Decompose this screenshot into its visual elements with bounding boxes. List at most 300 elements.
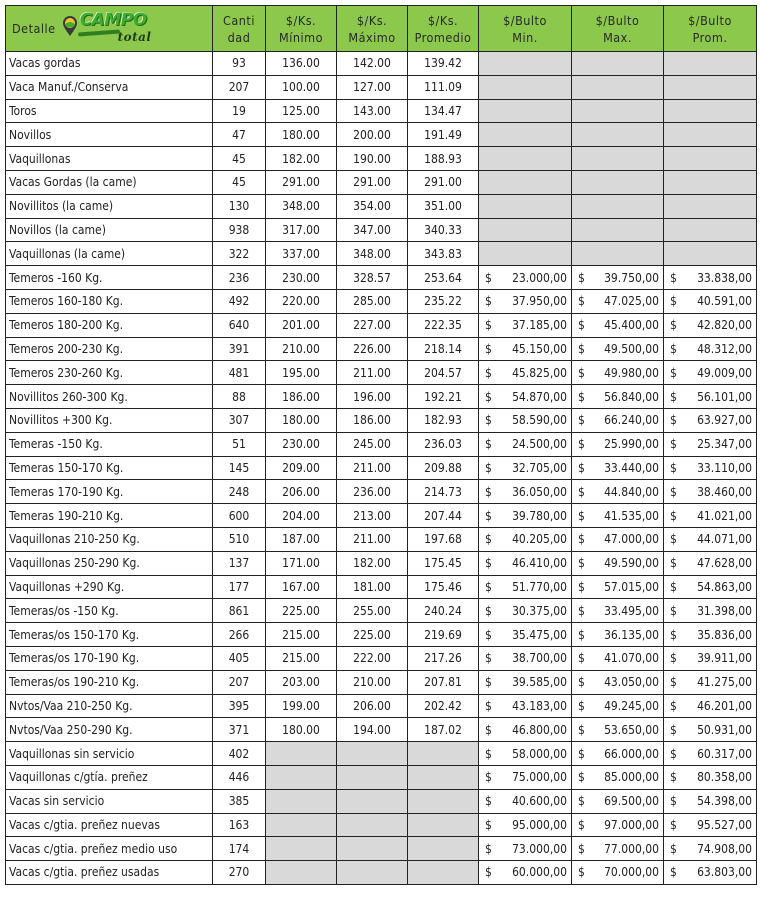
- cell-bulto-min: [479, 504, 572, 528]
- table-row: [6, 837, 757, 861]
- currency-symbol: $: [670, 508, 677, 523]
- cell-ks-min: 180.00: [266, 718, 337, 742]
- cell-empty: [479, 147, 572, 171]
- cell-bulto-prom: [664, 765, 757, 789]
- currency-symbol: $: [670, 341, 677, 356]
- cell-empty: [337, 765, 408, 789]
- cell-ks-prom: 340.33: [408, 218, 479, 242]
- cell-cantidad: 391: [213, 337, 266, 361]
- currency-symbol: $: [485, 484, 492, 499]
- money-value: 51.770,00: [512, 579, 567, 594]
- currency-symbol: $: [485, 437, 492, 452]
- cell-cantidad: 207: [213, 75, 266, 99]
- cell-ks-max: 354.00: [337, 194, 408, 218]
- currency-symbol: $: [670, 722, 677, 737]
- cell-ks-prom: 139.42: [408, 52, 479, 76]
- cell-bulto-prom: [664, 551, 757, 575]
- money-value: 38.700,00: [512, 651, 567, 666]
- currency-symbol: $: [578, 508, 585, 523]
- money-value: 42.820,00: [697, 318, 752, 333]
- cell-bulto-max: [572, 456, 664, 480]
- cell-cantidad: 45: [213, 147, 266, 171]
- cell-bulto-max: [572, 432, 664, 456]
- currency-symbol: $: [578, 817, 585, 832]
- cell-detalle: Nvtos/Vaa 250-290 Kg.: [6, 718, 213, 742]
- cell-detalle: Temeras/os 190-210 Kg.: [6, 670, 213, 694]
- cell-detalle: Vaquillonas (la came): [6, 242, 213, 266]
- cell-cantidad: 47: [213, 123, 266, 147]
- cell-empty: [337, 789, 408, 813]
- money-value: 49.980,00: [604, 365, 659, 380]
- cell-ks-prom: 218.14: [408, 337, 479, 361]
- currency-symbol: $: [485, 365, 492, 380]
- money-value: 60.000,00: [512, 865, 567, 880]
- money-value: 30.375,00: [512, 603, 567, 618]
- cell-empty: [337, 813, 408, 837]
- table-row: [6, 313, 757, 337]
- logo-brand-text: CAMPO: [79, 9, 147, 30]
- cell-ks-max: 213.00: [337, 504, 408, 528]
- cell-ks-max: 328.57: [337, 266, 408, 290]
- cell-ks-prom: 197.68: [408, 527, 479, 551]
- cell-empty: [408, 837, 479, 861]
- table-row: [6, 456, 757, 480]
- cell-empty: [572, 99, 664, 123]
- cell-bulto-max: [572, 361, 664, 385]
- cell-cantidad: 402: [213, 742, 266, 766]
- currency-symbol: $: [578, 746, 585, 761]
- currency-symbol: $: [670, 365, 677, 380]
- table-body: [6, 52, 757, 885]
- cell-empty: [408, 861, 479, 885]
- cell-cantidad: 510: [213, 527, 266, 551]
- money-value: 33.838,00: [697, 270, 752, 285]
- cell-detalle: Vaquillonas 210-250 Kg.: [6, 527, 213, 551]
- currency-symbol: $: [670, 698, 677, 713]
- currency-symbol: $: [578, 698, 585, 713]
- money-value: 39.585,00: [512, 675, 567, 690]
- money-value: 66.240,00: [604, 413, 659, 428]
- table-row: [6, 75, 757, 99]
- currency-symbol: $: [670, 318, 677, 333]
- cell-bulto-max: [572, 527, 664, 551]
- cell-empty: [337, 861, 408, 885]
- cell-ks-max: 142.00: [337, 52, 408, 76]
- cell-empty: [572, 194, 664, 218]
- header-bulto-min: $/Bulto Min.: [479, 6, 572, 52]
- header-detalle: [6, 6, 213, 52]
- currency-symbol: $: [485, 675, 492, 690]
- currency-symbol: $: [670, 627, 677, 642]
- cell-detalle: Novillitos 260-300 Kg.: [6, 385, 213, 409]
- table-row: [6, 242, 757, 266]
- campo-total-logo: [62, 9, 158, 46]
- cell-detalle: Temeros -160 Kg.: [6, 266, 213, 290]
- cell-bulto-max: [572, 718, 664, 742]
- money-value: 77.000,00: [604, 841, 659, 856]
- cell-bulto-min: [479, 765, 572, 789]
- cell-ks-max: 206.00: [337, 694, 408, 718]
- map-pin-icon: [62, 15, 78, 37]
- currency-symbol: $: [485, 770, 492, 785]
- money-value: 95.527,00: [697, 817, 752, 832]
- currency-symbol: $: [578, 460, 585, 475]
- money-value: 50.931,00: [697, 722, 752, 737]
- cell-bulto-min: [479, 861, 572, 885]
- money-value: 58.000,00: [512, 746, 567, 761]
- price-table: [5, 5, 757, 885]
- money-value: 43.183,00: [512, 698, 567, 713]
- cell-ks-prom: 175.45: [408, 551, 479, 575]
- table-row: [6, 99, 757, 123]
- cell-cantidad: 481: [213, 361, 266, 385]
- currency-symbol: $: [485, 794, 492, 809]
- cell-ks-prom: 187.02: [408, 718, 479, 742]
- cell-ks-prom: 217.26: [408, 646, 479, 670]
- cell-ks-prom: 134.47: [408, 99, 479, 123]
- cell-detalle: Temeras 190-210 Kg.: [6, 504, 213, 528]
- cell-ks-min: 195.00: [266, 361, 337, 385]
- cell-ks-prom: 240.24: [408, 599, 479, 623]
- currency-symbol: $: [485, 817, 492, 832]
- cell-ks-min: 100.00: [266, 75, 337, 99]
- cell-ks-min: 182.00: [266, 147, 337, 171]
- cell-ks-prom: 343.83: [408, 242, 479, 266]
- money-value: 58.590,00: [512, 413, 567, 428]
- cell-cantidad: 93: [213, 52, 266, 76]
- money-value: 40.205,00: [512, 532, 567, 547]
- cell-bulto-prom: [664, 480, 757, 504]
- currency-symbol: $: [578, 651, 585, 666]
- cell-ks-prom: 351.00: [408, 194, 479, 218]
- cell-empty: [572, 75, 664, 99]
- cell-bulto-prom: [664, 670, 757, 694]
- table-row: [6, 408, 757, 432]
- currency-symbol: $: [485, 413, 492, 428]
- money-value: 35.836,00: [697, 627, 752, 642]
- currency-symbol: $: [578, 722, 585, 737]
- money-value: 41.275,00: [697, 675, 752, 690]
- cell-ks-min: 215.00: [266, 623, 337, 647]
- currency-symbol: $: [670, 294, 677, 309]
- cell-detalle: Vaquillonas sin servicio: [6, 742, 213, 766]
- cell-empty: [266, 789, 337, 813]
- money-value: 23.000,00: [512, 270, 567, 285]
- currency-symbol: $: [485, 389, 492, 404]
- currency-symbol: $: [670, 675, 677, 690]
- cell-bulto-prom: [664, 504, 757, 528]
- cell-bulto-prom: [664, 361, 757, 385]
- currency-symbol: $: [485, 841, 492, 856]
- cell-bulto-min: [479, 670, 572, 694]
- cell-detalle: Novillitos (la came): [6, 194, 213, 218]
- table-row: [6, 337, 757, 361]
- cell-cantidad: 236: [213, 266, 266, 290]
- cell-cantidad: 137: [213, 551, 266, 575]
- cell-detalle: Vacas Gordas (la came): [6, 170, 213, 194]
- cell-cantidad: 492: [213, 289, 266, 313]
- cell-detalle: Temeras 170-190 Kg.: [6, 480, 213, 504]
- cell-ks-min: 220.00: [266, 289, 337, 313]
- table-row: [6, 123, 757, 147]
- cell-detalle: Temeros 200-230 Kg.: [6, 337, 213, 361]
- cell-ks-prom: 188.93: [408, 147, 479, 171]
- cell-detalle: Nvtos/Vaa 210-250 Kg.: [6, 694, 213, 718]
- money-value: 63.927,00: [697, 413, 752, 428]
- currency-symbol: $: [670, 579, 677, 594]
- currency-symbol: $: [670, 794, 677, 809]
- cell-bulto-min: [479, 289, 572, 313]
- cell-ks-prom: 214.73: [408, 480, 479, 504]
- table-row: [6, 170, 757, 194]
- money-value: 25.990,00: [604, 437, 659, 452]
- cell-detalle: Temeros 160-180 Kg.: [6, 289, 213, 313]
- table-row: [6, 194, 757, 218]
- money-value: 25.347,00: [697, 437, 752, 452]
- cell-bulto-min: [479, 551, 572, 575]
- cell-empty: [572, 52, 664, 76]
- currency-symbol: $: [578, 437, 585, 452]
- currency-symbol: $: [578, 556, 585, 571]
- cell-bulto-max: [572, 765, 664, 789]
- header-detalle-label: Detalle: [12, 21, 56, 36]
- currency-symbol: $: [578, 770, 585, 785]
- cell-bulto-max: [572, 289, 664, 313]
- currency-symbol: $: [485, 318, 492, 333]
- cell-empty: [572, 242, 664, 266]
- logo-swoosh: [77, 29, 119, 36]
- money-value: 24.500,00: [512, 437, 567, 452]
- cell-bulto-prom: [664, 599, 757, 623]
- money-value: 41.070,00: [604, 651, 659, 666]
- cell-bulto-max: [572, 408, 664, 432]
- cell-bulto-prom: [664, 575, 757, 599]
- money-value: 43.050,00: [604, 675, 659, 690]
- cell-ks-min: 180.00: [266, 408, 337, 432]
- currency-symbol: $: [578, 413, 585, 428]
- cell-bulto-max: [572, 646, 664, 670]
- cell-ks-min: 204.00: [266, 504, 337, 528]
- table-row: [6, 575, 757, 599]
- cell-cantidad: 322: [213, 242, 266, 266]
- money-value: 45.825,00: [512, 365, 567, 380]
- money-value: 69.500,00: [604, 794, 659, 809]
- cell-bulto-max: [572, 337, 664, 361]
- currency-symbol: $: [485, 698, 492, 713]
- currency-symbol: $: [670, 603, 677, 618]
- currency-symbol: $: [670, 651, 677, 666]
- cell-ks-max: 347.00: [337, 218, 408, 242]
- table-row: [6, 599, 757, 623]
- cell-detalle: Vacas c/gtia. preñez medio uso: [6, 837, 213, 861]
- cell-empty: [664, 99, 757, 123]
- cell-bulto-min: [479, 646, 572, 670]
- cell-cantidad: 177: [213, 575, 266, 599]
- cell-empty: [664, 194, 757, 218]
- cell-ks-max: 127.00: [337, 75, 408, 99]
- cell-detalle: Vacas gordas: [6, 52, 213, 76]
- cell-cantidad: 248: [213, 480, 266, 504]
- currency-symbol: $: [485, 579, 492, 594]
- cell-bulto-max: [572, 551, 664, 575]
- cell-bulto-prom: [664, 694, 757, 718]
- currency-symbol: $: [670, 460, 677, 475]
- cell-ks-max: 255.00: [337, 599, 408, 623]
- cell-empty: [408, 742, 479, 766]
- cell-empty: [572, 123, 664, 147]
- money-value: 47.025,00: [604, 294, 659, 309]
- cell-ks-max: 190.00: [337, 147, 408, 171]
- money-value: 56.840,00: [604, 389, 659, 404]
- table-row: [6, 718, 757, 742]
- cell-bulto-prom: [664, 813, 757, 837]
- cell-empty: [266, 742, 337, 766]
- cell-bulto-min: [479, 480, 572, 504]
- cell-bulto-prom: [664, 623, 757, 647]
- currency-symbol: $: [670, 865, 677, 880]
- cell-ks-prom: 111.09: [408, 75, 479, 99]
- cell-ks-min: 215.00: [266, 646, 337, 670]
- table-row: [6, 480, 757, 504]
- cell-bulto-prom: [664, 313, 757, 337]
- cell-empty: [266, 765, 337, 789]
- currency-symbol: $: [670, 841, 677, 856]
- cell-ks-prom: 235.22: [408, 289, 479, 313]
- cell-ks-max: 291.00: [337, 170, 408, 194]
- cell-bulto-prom: [664, 385, 757, 409]
- cell-detalle: Temeros 230-260 Kg.: [6, 361, 213, 385]
- cell-empty: [572, 147, 664, 171]
- cell-empty: [266, 813, 337, 837]
- cell-cantidad: 266: [213, 623, 266, 647]
- money-value: 60.317,00: [697, 746, 752, 761]
- cell-ks-min: 187.00: [266, 527, 337, 551]
- cell-ks-min: 206.00: [266, 480, 337, 504]
- currency-symbol: $: [578, 341, 585, 356]
- currency-symbol: $: [485, 556, 492, 571]
- cell-ks-min: 337.00: [266, 242, 337, 266]
- table-row: [6, 694, 757, 718]
- cell-ks-max: 227.00: [337, 313, 408, 337]
- cell-bulto-max: [572, 742, 664, 766]
- cell-ks-prom: 207.44: [408, 504, 479, 528]
- cell-empty: [664, 52, 757, 76]
- currency-symbol: $: [670, 817, 677, 832]
- currency-symbol: $: [485, 532, 492, 547]
- cell-cantidad: 861: [213, 599, 266, 623]
- money-value: 38.460,00: [697, 484, 752, 499]
- currency-symbol: $: [578, 603, 585, 618]
- header-ks-max: $/Ks. Máximo: [337, 6, 408, 52]
- money-value: 46.201,00: [697, 698, 752, 713]
- currency-symbol: $: [670, 437, 677, 452]
- currency-symbol: $: [578, 675, 585, 690]
- cell-ks-max: 210.00: [337, 670, 408, 694]
- money-value: 33.495,00: [604, 603, 659, 618]
- cell-ks-min: 125.00: [266, 99, 337, 123]
- currency-symbol: $: [578, 794, 585, 809]
- cell-bulto-min: [479, 337, 572, 361]
- cell-detalle: Novillitos +300 Kg.: [6, 408, 213, 432]
- money-value: 63.803,00: [697, 865, 752, 880]
- cell-bulto-max: [572, 599, 664, 623]
- cell-ks-max: 225.00: [337, 623, 408, 647]
- cell-bulto-max: [572, 861, 664, 885]
- cell-detalle: Vaquillonas: [6, 147, 213, 171]
- cell-bulto-max: [572, 694, 664, 718]
- cell-bulto-prom: [664, 742, 757, 766]
- cell-ks-min: 167.00: [266, 575, 337, 599]
- currency-symbol: $: [670, 270, 677, 285]
- money-value: 74.908,00: [697, 841, 752, 856]
- money-value: 36.050,00: [512, 484, 567, 499]
- cell-bulto-max: [572, 813, 664, 837]
- cell-ks-max: 194.00: [337, 718, 408, 742]
- money-value: 37.185,00: [512, 318, 567, 333]
- currency-symbol: $: [485, 722, 492, 737]
- money-value: 73.000,00: [512, 841, 567, 856]
- cell-cantidad: 640: [213, 313, 266, 337]
- money-value: 49.009,00: [697, 365, 752, 380]
- money-value: 49.590,00: [604, 556, 659, 571]
- cell-ks-max: 245.00: [337, 432, 408, 456]
- cell-bulto-max: [572, 313, 664, 337]
- cell-detalle: Temeras/os 170-190 Kg.: [6, 646, 213, 670]
- cell-empty: [266, 837, 337, 861]
- currency-symbol: $: [670, 484, 677, 499]
- cell-cantidad: 395: [213, 694, 266, 718]
- cell-detalle: Temeras -150 Kg.: [6, 432, 213, 456]
- cell-empty: [664, 218, 757, 242]
- money-value: 32.705,00: [512, 460, 567, 475]
- cell-empty: [664, 170, 757, 194]
- cell-detalle: Temeras/os -150 Kg.: [6, 599, 213, 623]
- currency-symbol: $: [578, 627, 585, 642]
- cell-ks-max: 211.00: [337, 361, 408, 385]
- money-value: 56.101,00: [697, 389, 752, 404]
- cell-bulto-prom: [664, 861, 757, 885]
- currency-symbol: $: [670, 413, 677, 428]
- cell-bulto-prom: [664, 289, 757, 313]
- table-row: [6, 361, 757, 385]
- money-value: 46.800,00: [512, 722, 567, 737]
- table-row: [6, 551, 757, 575]
- cell-ks-max: 222.00: [337, 646, 408, 670]
- table-row: [6, 52, 757, 76]
- cell-bulto-min: [479, 432, 572, 456]
- cell-cantidad: 371: [213, 718, 266, 742]
- currency-symbol: $: [578, 270, 585, 285]
- cell-bulto-max: [572, 670, 664, 694]
- cell-bulto-prom: [664, 432, 757, 456]
- currency-symbol: $: [485, 460, 492, 475]
- currency-symbol: $: [485, 603, 492, 618]
- money-value: 57.015,00: [604, 579, 659, 594]
- cell-ks-prom: 175.46: [408, 575, 479, 599]
- money-value: 47.628,00: [697, 556, 752, 571]
- cell-bulto-min: [479, 361, 572, 385]
- currency-symbol: $: [670, 389, 677, 404]
- cell-detalle: Vaca Manuf./Conserva: [6, 75, 213, 99]
- cell-bulto-min: [479, 313, 572, 337]
- money-value: 49.500,00: [604, 341, 659, 356]
- cell-bulto-max: [572, 789, 664, 813]
- cell-ks-prom: 192.21: [408, 385, 479, 409]
- cell-bulto-prom: [664, 837, 757, 861]
- currency-symbol: $: [578, 579, 585, 594]
- cell-empty: [337, 742, 408, 766]
- currency-symbol: $: [485, 508, 492, 523]
